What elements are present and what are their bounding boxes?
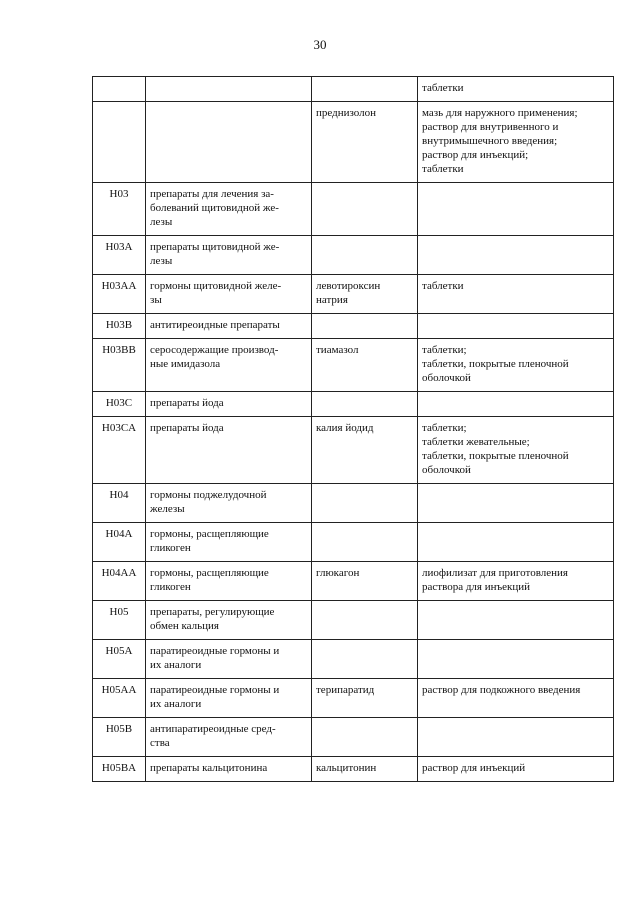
cell-line: тиамазол — [316, 344, 359, 356]
cell-line: их аналоги — [150, 659, 202, 671]
group-cell — [146, 562, 312, 601]
form-cell — [418, 640, 614, 679]
group-cell — [146, 417, 312, 484]
cell-line: ства — [150, 737, 170, 749]
group-cell — [146, 236, 312, 275]
code-cell: H05AA — [93, 679, 146, 718]
table-row — [93, 77, 614, 102]
table-row — [93, 523, 614, 562]
cell-line: зы — [150, 294, 162, 306]
group-cell — [146, 601, 312, 640]
form-cell — [418, 392, 614, 417]
form-cell — [418, 601, 614, 640]
code-cell: H03AA — [93, 275, 146, 314]
cell-line: паратиреоидные гормоны и — [150, 645, 280, 657]
cell-line: натрия — [316, 294, 348, 306]
cell-line: калия йодид — [316, 422, 374, 434]
cell-line: железы — [150, 503, 185, 515]
code-cell: H04AA — [93, 562, 146, 601]
group-cell — [146, 77, 312, 102]
cell-line: лезы — [150, 255, 173, 267]
table-row — [93, 679, 614, 718]
cell-line: препараты йода — [150, 422, 224, 434]
drug-cell — [312, 679, 418, 718]
table-row — [93, 640, 614, 679]
group-cell — [146, 640, 312, 679]
drug-cell — [312, 562, 418, 601]
table-row — [93, 236, 614, 275]
code-cell: H05BA — [93, 757, 146, 782]
table-row — [93, 314, 614, 339]
drug-cell — [312, 183, 418, 236]
group-cell — [146, 314, 312, 339]
group-cell — [146, 102, 312, 183]
group-cell — [146, 718, 312, 757]
cell-line: препараты, регулирующие — [150, 606, 275, 618]
table-row — [93, 484, 614, 523]
code-cell: H03A — [93, 236, 146, 275]
cell-line: паратиреоидные гормоны и — [150, 684, 280, 696]
drug-table — [92, 76, 614, 782]
form-cell — [418, 718, 614, 757]
cell-line: преднизолон — [316, 107, 377, 119]
cell-line: препараты для лечения за- — [150, 188, 274, 200]
group-cell — [146, 183, 312, 236]
cell-line: таблетки — [422, 82, 464, 94]
cell-line: антипаратиреоидные сред- — [150, 723, 276, 735]
cell-line: оболочкой — [422, 372, 471, 384]
cell-line: гликоген — [150, 581, 191, 593]
code-cell: H03CA — [93, 417, 146, 484]
code-cell: H05B — [93, 718, 146, 757]
drug-cell — [312, 523, 418, 562]
drug-cell — [312, 275, 418, 314]
form-cell — [418, 757, 614, 782]
cell-line: раствор для подкожного введения — [422, 684, 581, 696]
code-cell — [93, 102, 146, 183]
cell-line: гормоны, расщепляющие — [150, 528, 269, 540]
cell-line: кальцитонин — [316, 762, 377, 774]
group-cell — [146, 484, 312, 523]
cell-line: раствора для инъекций — [422, 581, 531, 593]
cell-line: лиофилизат для приготовления — [422, 567, 568, 579]
page-number: 30 — [313, 37, 327, 52]
group-cell — [146, 275, 312, 314]
table-row — [93, 562, 614, 601]
cell-line: лезы — [150, 216, 173, 228]
cell-line: глюкагон — [316, 567, 360, 579]
cell-line: их аналоги — [150, 698, 202, 710]
drug-cell — [312, 640, 418, 679]
cell-line: препараты щитовидной же- — [150, 241, 280, 253]
cell-line: таблетки жевательные; — [422, 436, 530, 448]
form-cell — [418, 275, 614, 314]
cell-line: препараты йода — [150, 397, 224, 409]
form-cell — [418, 484, 614, 523]
drug-cell — [312, 102, 418, 183]
cell-line: таблетки — [422, 280, 464, 292]
cell-line: таблетки; — [422, 422, 467, 434]
cell-line: левотироксин — [316, 280, 381, 292]
cell-line: гормоны щитовидной желе- — [150, 280, 282, 292]
code-cell: H05A — [93, 640, 146, 679]
drug-cell — [312, 417, 418, 484]
form-cell — [418, 314, 614, 339]
drug-cell — [312, 339, 418, 392]
group-cell — [146, 679, 312, 718]
cell-line: ные имидазола — [150, 358, 221, 370]
group-cell — [146, 392, 312, 417]
table-row — [93, 757, 614, 782]
table-row — [93, 339, 614, 392]
table-body — [93, 77, 614, 782]
cell-line: раствор для внутривенного и — [422, 121, 559, 133]
table-row — [93, 183, 614, 236]
form-cell — [418, 77, 614, 102]
drug-cell — [312, 718, 418, 757]
drug-cell — [312, 601, 418, 640]
table-row — [93, 718, 614, 757]
code-cell: H05 — [93, 601, 146, 640]
cell-line: раствор для инъекций — [422, 762, 526, 774]
cell-line: внутримышечного введения; — [422, 135, 558, 147]
code-cell: H03 — [93, 183, 146, 236]
cell-line: препараты кальцитонина — [150, 762, 268, 774]
table-row — [93, 417, 614, 484]
cell-line: болеваний щитовидной же- — [150, 202, 279, 214]
drug-cell — [312, 77, 418, 102]
cell-line: антитиреоидные препараты — [150, 319, 280, 331]
cell-line: гликоген — [150, 542, 191, 554]
code-cell: H04A — [93, 523, 146, 562]
cell-line: таблетки, покрытые пленочной — [422, 450, 569, 462]
code-cell — [93, 77, 146, 102]
form-cell — [418, 183, 614, 236]
cell-line: таблетки, покрытые пленочной — [422, 358, 569, 370]
code-cell: H03C — [93, 392, 146, 417]
form-cell — [418, 523, 614, 562]
cell-line: таблетки; — [422, 344, 467, 356]
cell-line: терипаратид — [316, 684, 375, 696]
table-row — [93, 601, 614, 640]
form-cell — [418, 236, 614, 275]
form-cell — [418, 102, 614, 183]
cell-line: раствор для инъекций; — [422, 149, 529, 161]
form-cell — [418, 417, 614, 484]
drug-cell — [312, 314, 418, 339]
cell-line: гормоны, расщепляющие — [150, 567, 269, 579]
group-cell — [146, 523, 312, 562]
cell-line: серосодержащие производ- — [150, 344, 279, 356]
cell-line: оболочкой — [422, 464, 471, 476]
cell-line: мазь для наружного применения; — [422, 107, 578, 119]
group-cell — [146, 757, 312, 782]
table-row — [93, 102, 614, 183]
form-cell — [418, 679, 614, 718]
cell-line: таблетки — [422, 163, 464, 175]
code-cell: H03BB — [93, 339, 146, 392]
cell-line: гормоны поджелудочной — [150, 489, 267, 501]
drug-cell — [312, 484, 418, 523]
table-row — [93, 275, 614, 314]
cell-line: обмен кальция — [150, 620, 219, 632]
group-cell — [146, 339, 312, 392]
table-row — [93, 392, 614, 417]
form-cell — [418, 339, 614, 392]
code-cell: H03B — [93, 314, 146, 339]
code-cell: H04 — [93, 484, 146, 523]
drug-cell — [312, 757, 418, 782]
drug-cell — [312, 392, 418, 417]
drug-cell — [312, 236, 418, 275]
form-cell — [418, 562, 614, 601]
